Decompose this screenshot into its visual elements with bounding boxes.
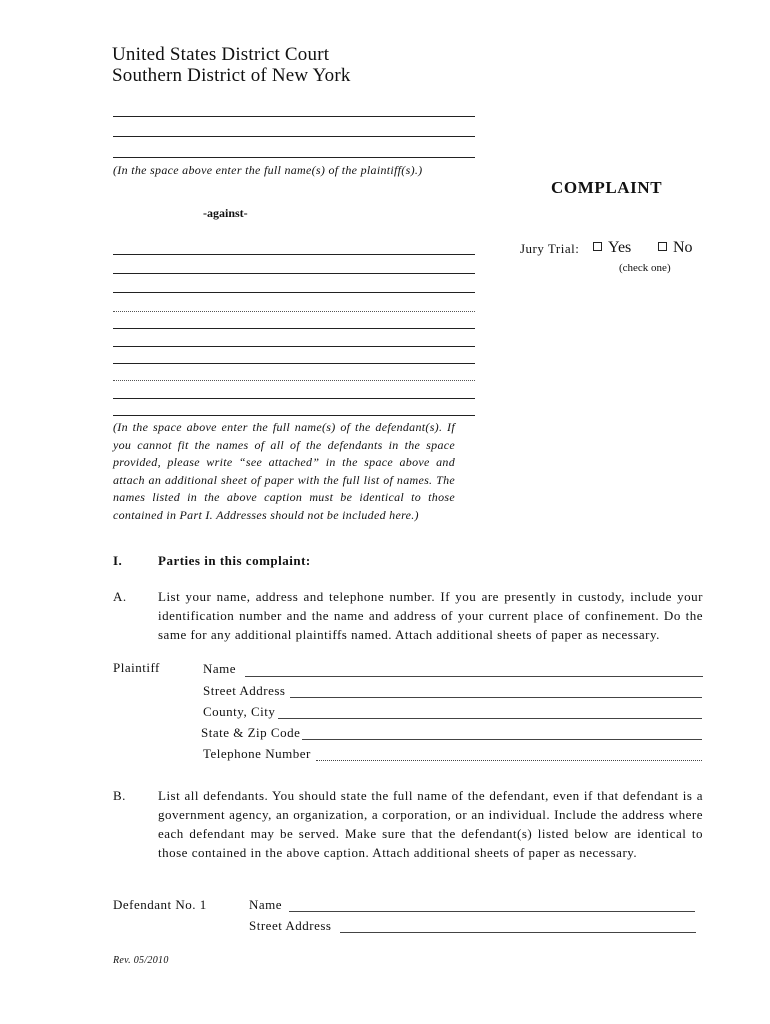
court-name: United States District Court	[112, 44, 330, 65]
plaintiff-city-label: County, City	[203, 704, 276, 719]
part-b-letter: B.	[113, 788, 126, 803]
jury-trial-label: Jury Trial:	[520, 241, 580, 256]
section-numeral: I.	[113, 553, 123, 568]
plaintiff-city-input[interactable]	[278, 718, 702, 719]
document-title: COMPLAINT	[551, 178, 663, 197]
defendant-name-line[interactable]	[113, 346, 475, 347]
defendant-name-line[interactable]	[113, 363, 475, 364]
jury-no-option[interactable]: No	[658, 239, 693, 257]
defendant-name-line[interactable]	[113, 380, 475, 381]
defendant-name-line[interactable]	[113, 398, 475, 399]
plaintiff-state-label: State & Zip Code	[201, 725, 301, 740]
plaintiff-phone-input[interactable]	[316, 760, 702, 761]
check-one-hint: (check one)	[619, 262, 671, 274]
defendant-name-line[interactable]	[113, 292, 475, 293]
part-a-instructions: List your name, address and telephone number. If you are presently in custody, include your identification number and the name and address of your current place of confinement. Do the same for any additional plaintiffs named. Attach additional sheets of paper as necessary.	[158, 589, 703, 642]
plaintiff-name-input[interactable]	[245, 676, 703, 677]
defendant-label: Defendant No. 1	[113, 897, 207, 912]
plaintiff-street-input[interactable]	[290, 697, 702, 698]
court-district: Southern District of New York	[112, 65, 351, 86]
plaintiff-name-line[interactable]	[113, 116, 475, 117]
defendant-name-line[interactable]	[113, 415, 475, 416]
revision-date: Rev. 05/2010	[113, 955, 169, 966]
defendant-caption-note: (In the space above enter the full name(s) of the defendant(s). If you cannot fit the names of all of the defendants in the space provided, please write “see attached” in the space above and attach an additional sheet of paper with the full list of names. The names listed in the above caption must be identical to those contained in Part I. Addresses should not be included here.)	[113, 420, 455, 522]
plaintiff-caption-note: (In the space above enter the full name(s) of the plaintiff(s).)	[113, 163, 423, 177]
jury-yes-option[interactable]: Yes	[593, 239, 631, 257]
part-b-instructions: List all defendants. You should state the full name of the defendant, even if that defendant is a government agency, an organization, a corporation, or an individual. Include the address where each defendant may be served. Make sure that the defendant(s) listed below are identical to those contained in the above caption. Attach additional sheets of paper as necessary.	[158, 788, 703, 860]
plaintiff-state-input[interactable]	[302, 739, 702, 740]
defendant-street-input[interactable]	[340, 932, 696, 933]
plaintiff-name-label: Name	[203, 661, 237, 676]
plaintiff-label: Plaintiff	[113, 660, 160, 675]
section-heading: Parties in this complaint:	[158, 553, 311, 568]
plaintiff-street-label: Street Address	[203, 683, 286, 698]
defendant-name-line[interactable]	[113, 328, 475, 329]
against-label: -against-	[203, 206, 248, 220]
plaintiff-name-line[interactable]	[113, 136, 475, 137]
defendant-name-line[interactable]	[113, 273, 475, 274]
plaintiff-name-line[interactable]	[113, 157, 475, 158]
jury-no-checkbox[interactable]	[658, 242, 667, 251]
defendant-name-line[interactable]	[113, 311, 475, 312]
defendant-name-line[interactable]	[113, 254, 475, 255]
defendant-name-label: Name	[249, 897, 283, 912]
jury-yes-checkbox[interactable]	[593, 242, 602, 251]
plaintiff-phone-label: Telephone Number	[203, 746, 311, 761]
defendant-street-label: Street Address	[249, 918, 332, 933]
defendant-name-input[interactable]	[289, 911, 695, 912]
part-a-letter: A.	[113, 589, 127, 604]
